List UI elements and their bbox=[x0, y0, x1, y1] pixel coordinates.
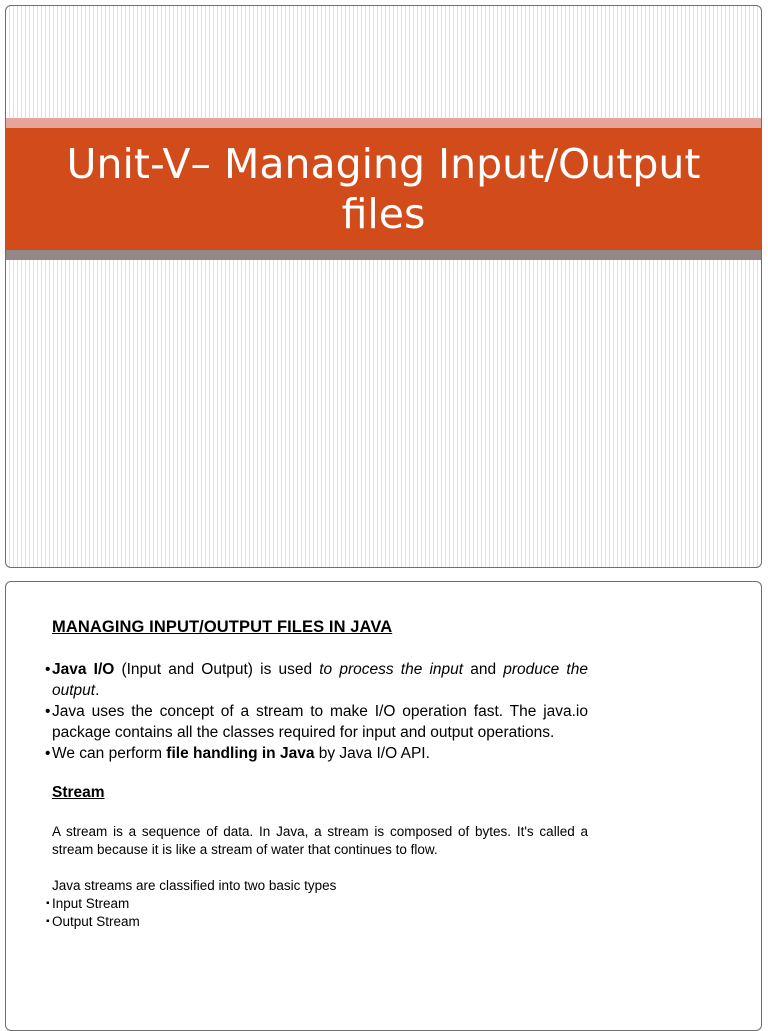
stream-type-label: Output Stream bbox=[52, 914, 140, 929]
bullet-text: by Java I/O API. bbox=[314, 745, 430, 762]
square-bullet-icon: ▪ bbox=[46, 916, 50, 927]
list-item bbox=[48, 913, 588, 931]
bullet-italic: to process the input bbox=[319, 661, 464, 678]
bullet-text: We can perform bbox=[52, 745, 167, 762]
bullet-text: Java uses the concept of a stream to make I/O operation fast. The java.io package contains all the classes required for input and output operations. bbox=[52, 703, 588, 741]
bullet-mark: • bbox=[45, 745, 51, 762]
title-band-bottom bbox=[6, 250, 761, 260]
slide-heading: MANAGING INPUT/OUTPUT FILES IN JAVA bbox=[52, 618, 393, 636]
bullet-italic: produce the output bbox=[52, 661, 588, 699]
bullet-mark: • bbox=[45, 661, 51, 678]
title-bar bbox=[6, 128, 761, 250]
bullet-text: . bbox=[95, 682, 100, 699]
bullet-stream-concept bbox=[45, 701, 588, 743]
stream-types-list bbox=[48, 895, 588, 931]
square-bullet-icon: ▪ bbox=[46, 898, 50, 909]
bullet-text: (Input and Output) is used bbox=[114, 661, 320, 678]
title-slide bbox=[5, 5, 762, 568]
stream-description: A stream is a sequence of data. In Java, a stream is composed of bytes. It's called a stream because it is like a stream of water that continues to flow. bbox=[52, 824, 588, 857]
bullet-bold-java-io: Java I/O bbox=[52, 661, 115, 678]
content-slide bbox=[5, 581, 762, 1031]
slide-content bbox=[45, 618, 588, 931]
stream-types-intro: Java streams are classified into two basic types bbox=[52, 878, 337, 893]
list-item bbox=[48, 895, 588, 913]
slide-title: Unit-V– Managing Input/Output files bbox=[66, 140, 701, 238]
stream-type-label: Input Stream bbox=[52, 896, 130, 911]
bullet-java-io bbox=[45, 659, 588, 701]
stream-heading: Stream bbox=[52, 784, 105, 801]
title-band-top bbox=[6, 118, 761, 128]
bullet-text: and bbox=[463, 661, 504, 678]
bullet-bold: file handling in Java bbox=[166, 745, 315, 762]
bullet-list bbox=[45, 659, 588, 764]
bullet-file-handling bbox=[45, 743, 588, 764]
bullet-mark: • bbox=[45, 703, 51, 720]
